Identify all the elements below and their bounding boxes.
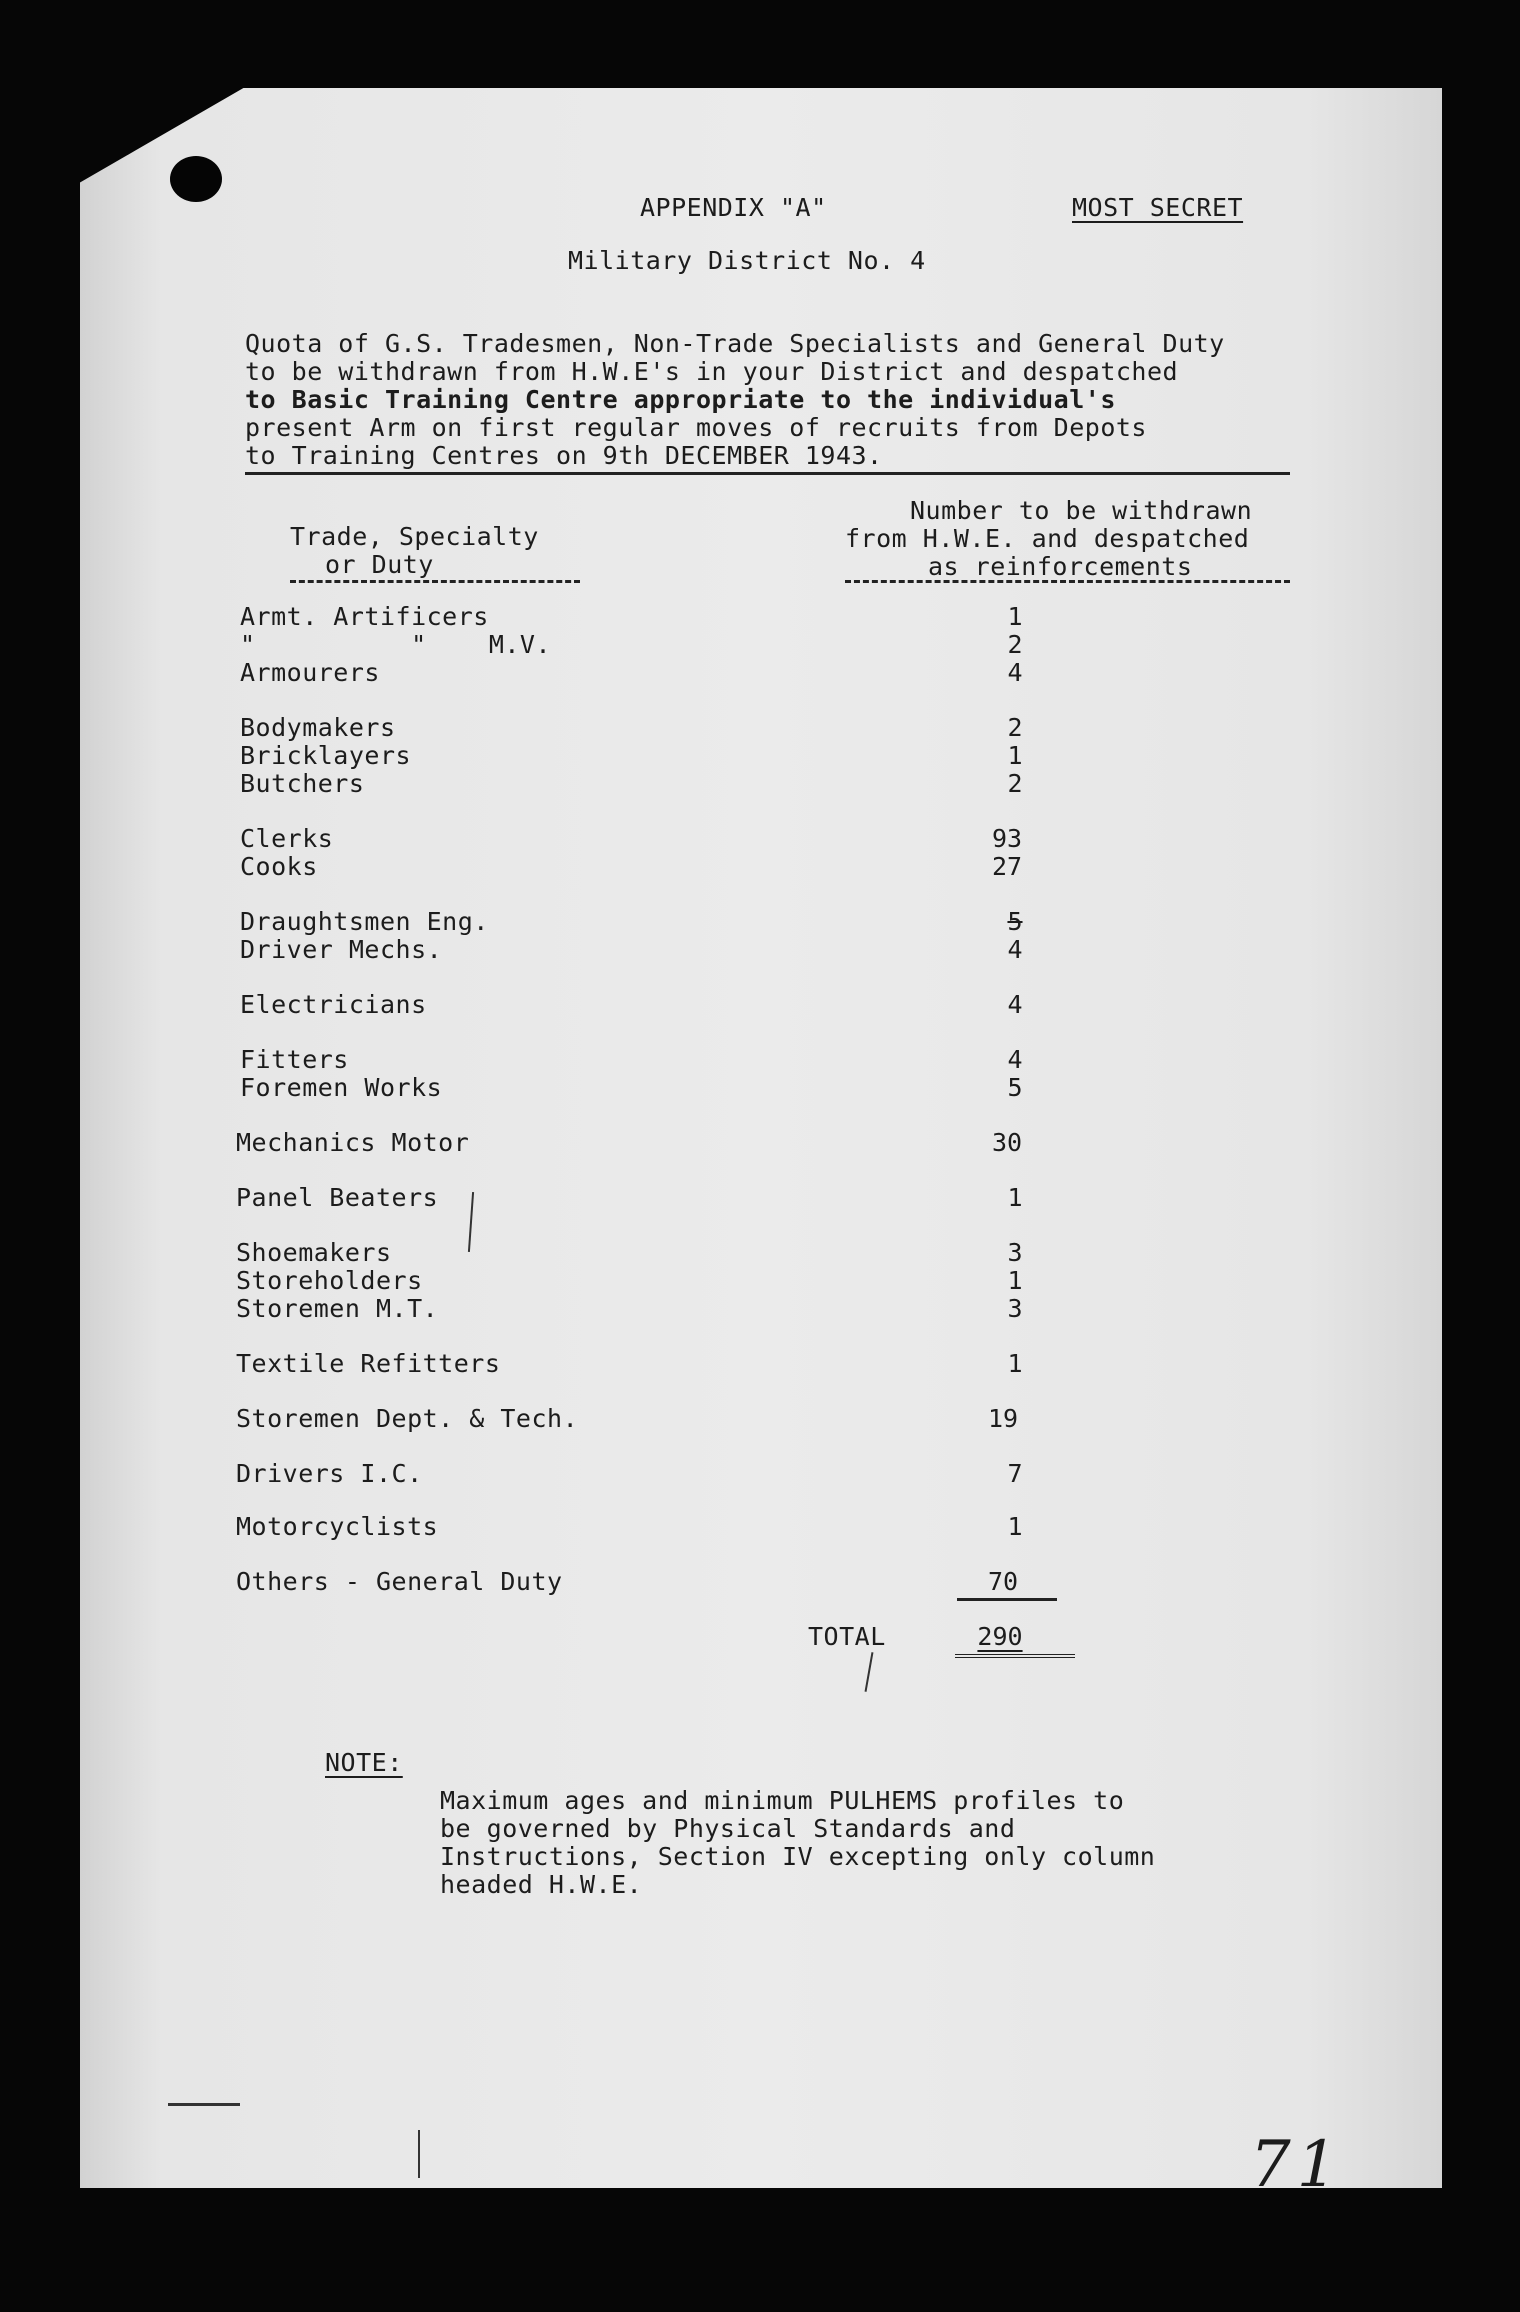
trade-row: Motorcyclists [236, 1512, 439, 1541]
note-line-1: Maximum ages and minimum PULHEMS profiles to [440, 1786, 1125, 1815]
col-header-number-underline [845, 580, 1290, 583]
trade-row: Foremen Works [240, 1073, 443, 1102]
trade-row: Textile Refitters [236, 1349, 501, 1378]
quota-value: 1 [1007, 602, 1023, 631]
quota-value-struck: 5 [1007, 907, 1023, 936]
note-line-2: be governed by Physical Standards and [440, 1814, 1016, 1843]
trade-row: Armourers [240, 658, 380, 687]
trade-row: " " M.V. [240, 630, 552, 659]
intro-underline [245, 472, 1290, 475]
quota-value: 27 [991, 852, 1023, 881]
trade-row: Drivers I.C. [236, 1459, 423, 1488]
quota-value: 93 [991, 824, 1023, 853]
col-header-number-2: from H.W.E. and despatched [845, 524, 1250, 553]
subtotal-rule [957, 1598, 1057, 1601]
intro-line-4: present Arm on first regular moves of recruits from Depots [245, 413, 1147, 442]
quota-value: 2 [1007, 713, 1023, 742]
trade-row: Storemen Dept. & Tech. [236, 1404, 579, 1433]
stray-pen-mark [418, 2130, 420, 2178]
stray-pen-mark [168, 2103, 240, 2106]
trade-row: Bodymakers [240, 713, 396, 742]
quota-value: 1 [1007, 1183, 1023, 1212]
trade-row: Fitters [240, 1045, 349, 1074]
appendix-title: APPENDIX "A" [640, 193, 827, 222]
quota-value: 7 [1007, 1459, 1023, 1488]
col-header-number-1: Number to be withdrawn [910, 496, 1253, 525]
intro-line-1: Quota of G.S. Tradesmen, Non-Trade Specialists and General Duty [245, 329, 1225, 358]
quota-value: 2 [1007, 769, 1023, 798]
quota-value: 19 [987, 1404, 1019, 1433]
quota-value: 5 [1007, 1073, 1023, 1102]
quota-value: 4 [1007, 658, 1023, 687]
quota-value: 4 [1007, 935, 1023, 964]
quota-value: 30 [991, 1128, 1023, 1157]
total-value: 290 [977, 1622, 1023, 1651]
intro-line-3: to Basic Training Centre appropriate to the individual's [245, 385, 1116, 414]
quota-value: 1 [1007, 1512, 1023, 1541]
trade-row: Armt. Artificers [240, 602, 489, 631]
quota-value: 3 [1007, 1294, 1023, 1323]
trade-row: Panel Beaters [236, 1183, 439, 1212]
col-header-trade-underline [290, 580, 580, 583]
col-header-trade-1: Trade, Specialty [290, 522, 539, 551]
classification-label: MOST SECRET [1072, 193, 1244, 222]
intro-line-5: to Training Centres on 9th DECEMBER 1943. [245, 441, 883, 470]
quota-value: 4 [1007, 1045, 1023, 1074]
trade-row: Shoemakers [236, 1238, 392, 1267]
trade-row: Bricklayers [240, 741, 412, 770]
trade-row: Draughtsmen Eng. [240, 907, 489, 936]
col-header-trade-2: or Duty [325, 550, 434, 579]
trade-row: Mechanics Motor [236, 1128, 470, 1157]
total-label: TOTAL [808, 1622, 886, 1651]
total-double-rule [955, 1654, 1075, 1658]
trade-row: Clerks [240, 824, 334, 853]
note-line-3: Instructions, Section IV excepting only column [440, 1842, 1156, 1871]
col-header-number-3: as reinforcements [928, 552, 1193, 581]
quota-value: 2 [1007, 630, 1023, 659]
trade-row: Butchers [240, 769, 365, 798]
quota-value: 1 [1007, 1266, 1023, 1295]
district-heading: Military District No. 4 [568, 246, 926, 275]
quota-value: 3 [1007, 1238, 1023, 1267]
trade-row: Others - General Duty [236, 1567, 563, 1596]
trade-row: Storeholders [236, 1266, 423, 1295]
punch-hole [170, 156, 222, 202]
note-label: NOTE: [325, 1748, 403, 1777]
quota-value: 1 [1007, 741, 1023, 770]
note-line-4: headed H.W.E. [440, 1870, 643, 1899]
intro-line-2: to be withdrawn from H.W.E's in your District and despatched [245, 357, 1179, 386]
trade-row: Driver Mechs. [240, 935, 443, 964]
quota-value: 1 [1007, 1349, 1023, 1378]
trade-row: Cooks [240, 852, 318, 881]
trade-row: Electricians [240, 990, 427, 1019]
quota-value: 4 [1007, 990, 1023, 1019]
trade-row: Storemen M.T. [236, 1294, 439, 1323]
folio-number: 71 [1250, 2128, 1344, 2202]
quota-value: 70 [987, 1567, 1019, 1596]
